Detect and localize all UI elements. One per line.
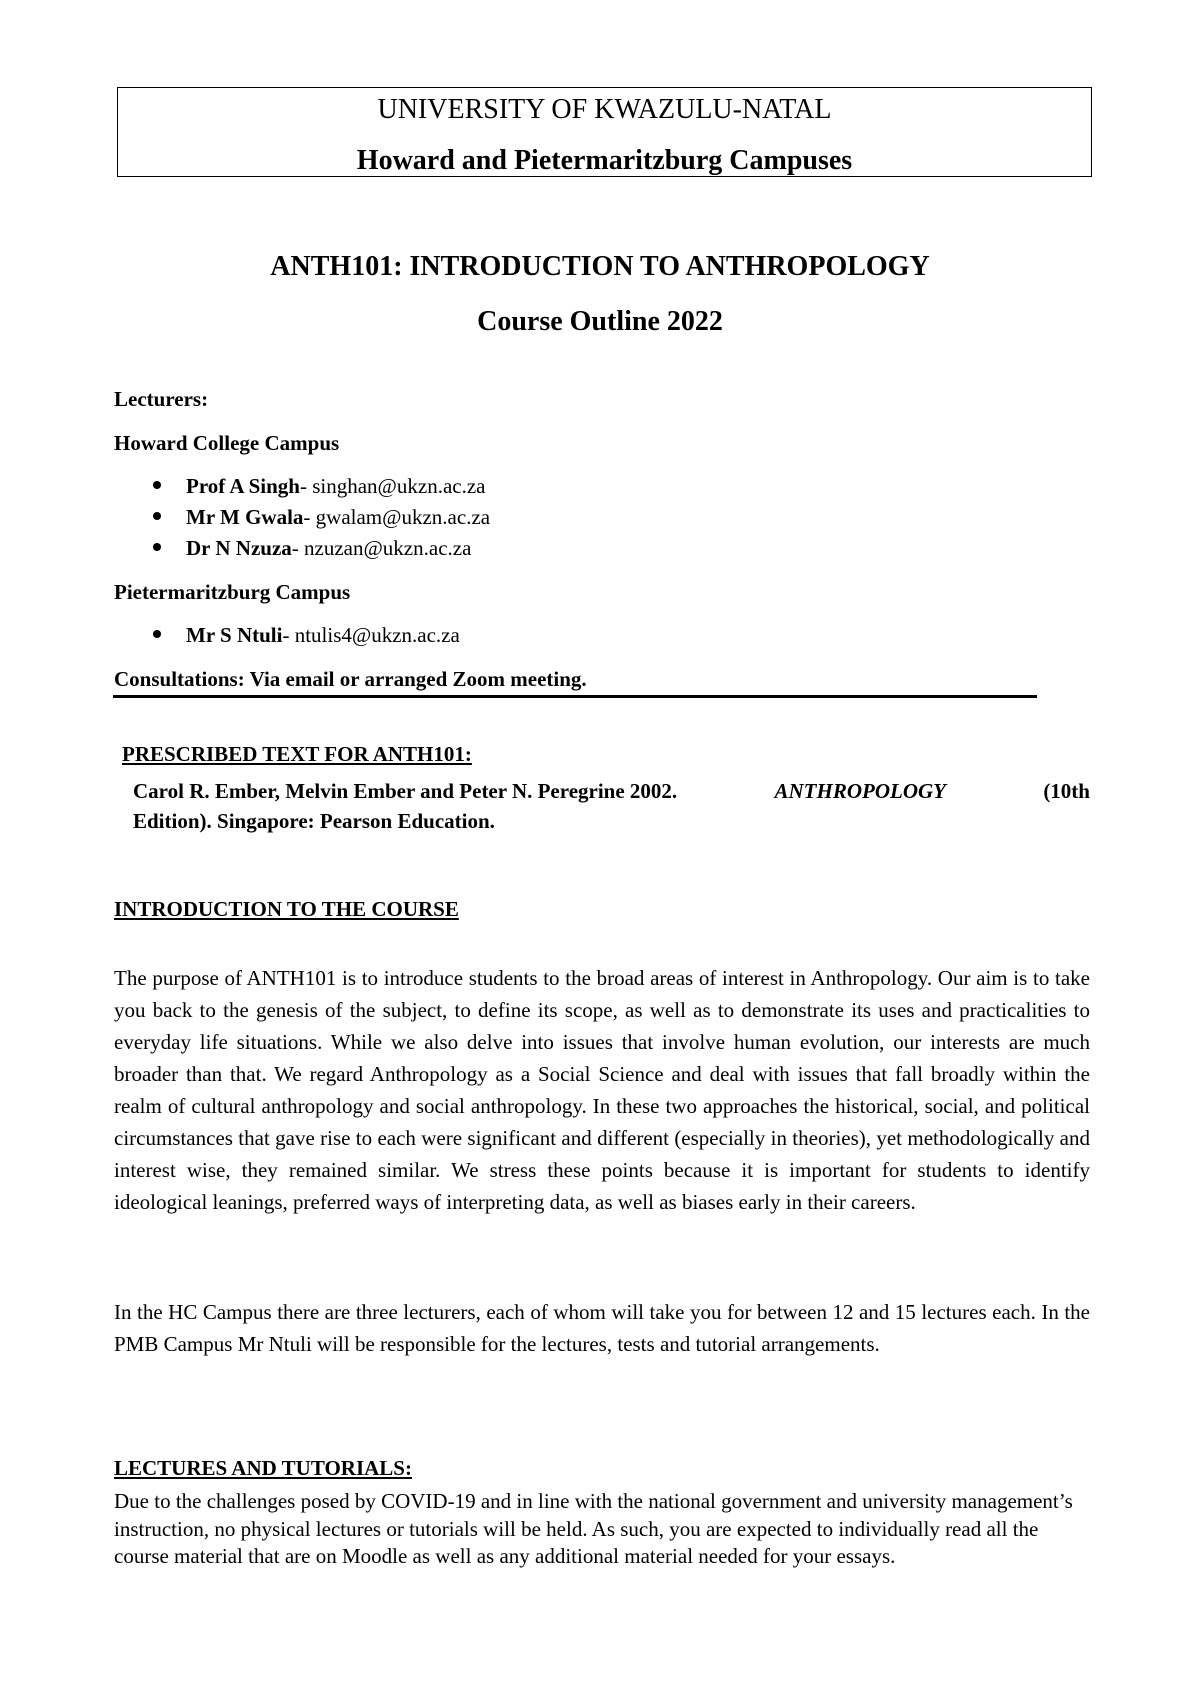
lecturer-email: - ntulis4@ukzn.ac.za (282, 623, 460, 647)
howard-campus-heading: Howard College Campus (114, 431, 340, 455)
campuses-title: Howard and Pietermaritzburg Campuses (356, 145, 853, 176)
bullet-icon (153, 543, 161, 551)
bullet-icon (153, 512, 161, 520)
lecturer-email: - nzuzan@ukzn.ac.za (291, 536, 472, 560)
prescribed-line-2: Edition). Singapore: Pearson Education. (133, 809, 495, 833)
lecturer-item (186, 535, 471, 561)
university-name: UNIVERSITY OF KWAZULU-NATAL (377, 94, 832, 125)
prescribed-line-1 (133, 778, 1090, 804)
bullet-icon (153, 481, 161, 489)
lecturer-name: Prof A Singh (186, 474, 300, 498)
lecturer-item (186, 473, 486, 499)
intro-heading: INTRODUCTION TO THE COURSE (114, 897, 459, 921)
intro-paragraph-1: The purpose of ANTH101 is to introduce students to the broad areas of interest in Anthropology. Our aim is to take you back to the genesis of the subject, to define its scope, as well as to demonstrate its uses and practicalities to everyday life situations. While we also delve into issues that involve human evolution, our interests are much broader than that. We regard Anthropology as a Social Science and deal with issues that fall broadly within the realm of cultural anthropology and social anthropology. In these two approaches the historical, social, and political circumstances that gave rise to each were significant and different (especially in theories), yet methodologically and interest wise, they remained similar. We stress these points because it is important for students to identify ideological leanings, preferred ways of interpreting data, as well as biases early in their careers. (114, 966, 1090, 1214)
lecturer-name: Mr M Gwala (186, 505, 304, 529)
course-subtitle: Course Outline 2022 (477, 306, 723, 337)
lecturer-name: Mr S Ntuli (186, 623, 283, 647)
course-title: ANTH101: INTRODUCTION TO ANTHROPOLOGY (270, 251, 930, 282)
lecturer-item (186, 622, 460, 648)
intro-paragraph-2: In the HC Campus there are three lecturers, each of whom will take you for between 12 and 15 lectures each. In the PMB Campus Mr Ntuli will be responsible for the lectures, tests and tutorial arrangements. (114, 1300, 1090, 1356)
section-divider (113, 695, 1037, 698)
lecturer-email: - singhan@ukzn.ac.za (299, 474, 486, 498)
consultations-note: Consultations: Via email or arranged Zoom meeting. (114, 667, 587, 691)
prescribed-heading: PRESCRIBED TEXT FOR ANTH101: (122, 742, 472, 766)
prescribed-authors: Carol R. Ember, Melvin Ember and Peter N. Peregrine 2002. (133, 779, 678, 803)
pmb-campus-heading: Pietermaritzburg Campus (114, 580, 351, 604)
lecturers-heading: Lecturers: (114, 387, 209, 411)
lecturer-email: - gwalam@ukzn.ac.za (303, 505, 491, 529)
lecturer-name: Dr N Nzuza (186, 536, 292, 560)
lecturer-item (186, 504, 490, 530)
lectures-paragraph: Due to the challenges posed by COVID-19 and in line with the national government and university management’s instruction, no physical lectures or tutorials will be held. As such, you are expected to individually read all the course material that are on Moodle as well as any additional material needed for your essays. (114, 1489, 1073, 1568)
header-box (117, 87, 1092, 177)
prescribed-book-title: ANTHROPOLOGY (774, 779, 946, 803)
lectures-heading: LECTURES AND TUTORIALS: (114, 1456, 412, 1480)
prescribed-edition: (10th (1043, 779, 1090, 803)
bullet-icon (153, 630, 161, 638)
